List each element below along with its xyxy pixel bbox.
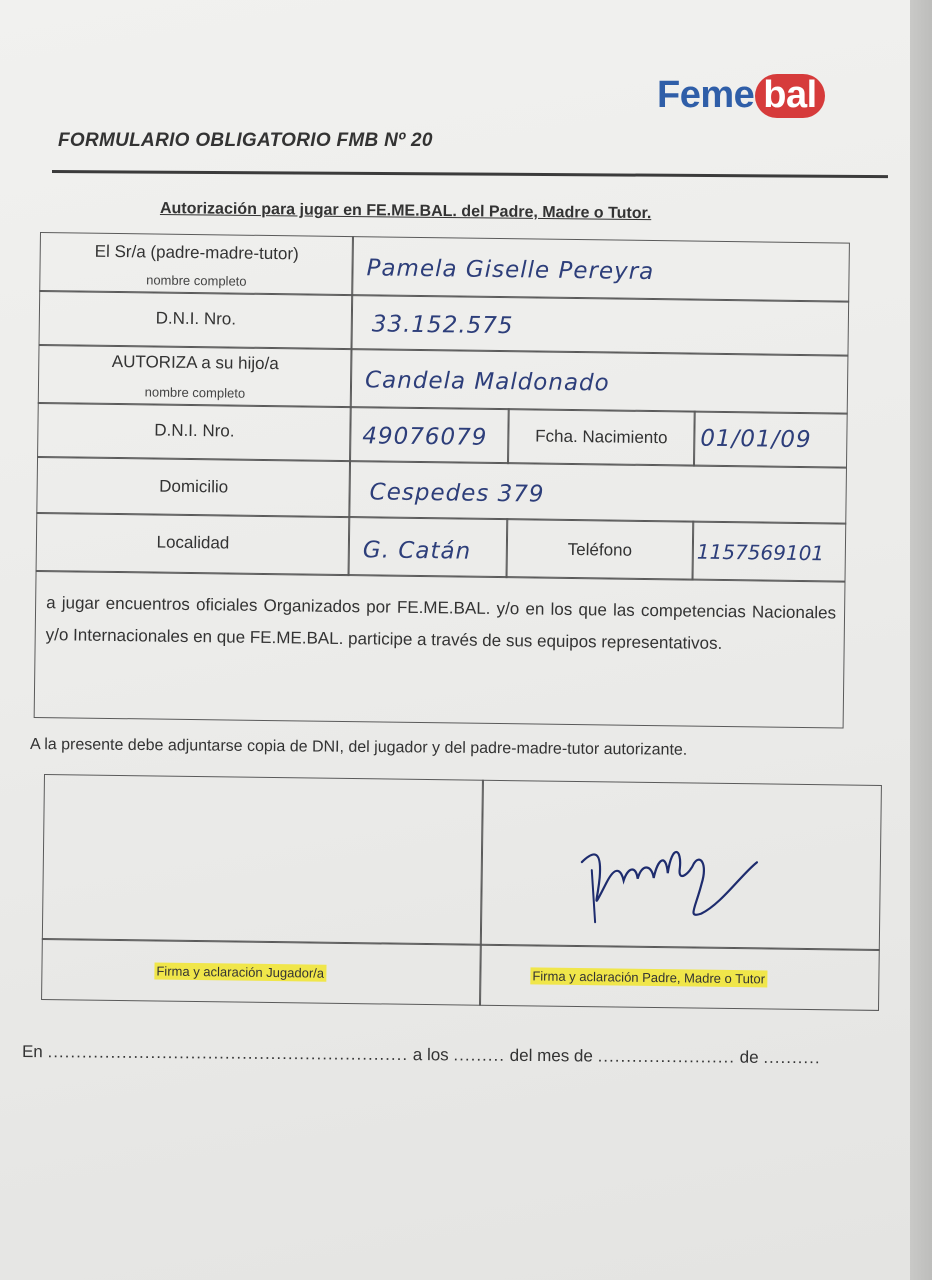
player-signature-label: Firma y aclaración Jugador/a xyxy=(154,962,326,981)
guardian-signature-label-wrap xyxy=(530,967,767,988)
femebal-logo xyxy=(657,74,825,134)
player-signature-label-wrap xyxy=(154,962,326,982)
footer-de: de xyxy=(739,1047,759,1067)
child-sublabel: nombre completo xyxy=(144,384,246,401)
attachment-note: A la presente debe adjuntarse copia de DNI, del jugador y del padre-madre-tutor autorizante. xyxy=(29,736,688,759)
city-value: G. Catán xyxy=(362,537,472,565)
authorization-text: a jugar encuentros oficiales Organizados por FE.ME.BAL. y/o en los que las competencias Nacionales y/o Internacionales en que FE.ME.BAL. participe a través de sus equipos representativos. xyxy=(45,593,837,653)
logo-text-feme: Feme xyxy=(657,74,755,116)
city-cell xyxy=(348,516,509,578)
parent-dni-cell xyxy=(350,294,849,357)
parent-name-cell xyxy=(351,236,850,303)
address-label-cell xyxy=(36,456,351,518)
logo-text-bal: bal xyxy=(755,74,824,118)
child-dni-value: 49076079 xyxy=(362,423,488,451)
birth-date-cell xyxy=(693,411,848,469)
child-name-cell xyxy=(350,348,849,415)
guardian-signature-label: Firma y aclaración Padre, Madre o Tutor xyxy=(530,967,767,987)
address-label: Domicilio xyxy=(159,476,229,497)
city-label: Localidad xyxy=(156,532,230,553)
player-signature-label-cell xyxy=(41,938,482,1006)
address-value: Cespedes 379 xyxy=(369,479,545,508)
guardian-signature-mark xyxy=(561,822,782,935)
child-dni-cell xyxy=(349,406,510,464)
parent-dni-label: D.N.I. Nro. xyxy=(155,308,237,329)
phone-label-cell xyxy=(506,518,695,580)
parent-name-value: Pamela Giselle Pereyra xyxy=(366,255,655,286)
child-dni-label-cell xyxy=(37,402,352,462)
player-signature-area xyxy=(42,774,484,946)
child-name-value: Candela Maldonado xyxy=(364,367,610,397)
background-edge xyxy=(910,0,932,1280)
title-divider xyxy=(52,170,888,178)
form-title: FORMULARIO OBLIGATORIO FMB Nº 20 xyxy=(58,130,433,151)
footer-year-blank: .......... xyxy=(763,1047,821,1068)
parent-label: El Sr/a (padre-madre-tutor) xyxy=(94,241,299,264)
authorization-text-cell xyxy=(34,570,846,729)
birth-label-cell xyxy=(507,408,696,466)
phone-cell xyxy=(691,521,846,583)
footer-en: En xyxy=(21,1042,43,1062)
child-label-cell xyxy=(38,344,353,408)
phone-value: 1157569101 xyxy=(696,539,825,566)
signature-table xyxy=(41,774,882,1013)
footer-day-blank: ......... xyxy=(453,1045,506,1065)
birth-label: Fcha. Nacimiento xyxy=(535,426,668,448)
footer-place-blank: ............................................................... xyxy=(47,1042,409,1065)
parent-label-cell xyxy=(39,232,354,296)
footer-a-los: a los xyxy=(412,1045,449,1065)
birth-date-value: 01/01/09 xyxy=(700,425,812,454)
authorization-table xyxy=(34,232,850,735)
phone-label: Teléfono xyxy=(567,539,633,560)
guardian-signature-area xyxy=(480,780,882,951)
child-dni-label: D.N.I. Nro. xyxy=(154,420,235,441)
date-line xyxy=(22,1042,821,1068)
address-cell xyxy=(348,460,847,525)
footer-del-mes-de: del mes de xyxy=(509,1045,593,1066)
parent-dni-label-cell xyxy=(39,290,354,350)
form-subtitle: Autorización para jugar en FE.ME.BAL. del Padre, Madre o Tutor. xyxy=(159,200,652,223)
parent-dni-value: 33.152.575 xyxy=(371,311,514,340)
footer-month-blank: ........................ xyxy=(597,1046,736,1067)
child-label: AUTORIZA a su hijo/a xyxy=(111,351,279,374)
guardian-signature-label-cell xyxy=(479,944,880,1011)
parent-sublabel: nombre completo xyxy=(146,272,247,289)
city-label-cell xyxy=(36,512,351,576)
